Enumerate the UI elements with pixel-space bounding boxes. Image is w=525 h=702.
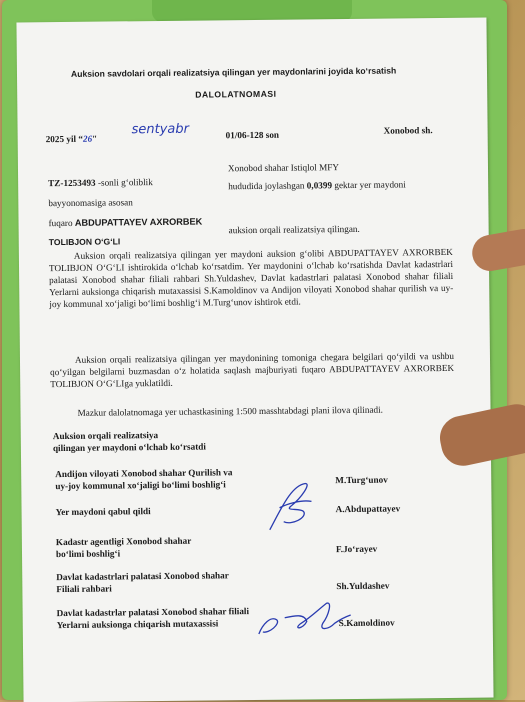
handwritten-day: 26 (82, 133, 93, 144)
signer-role-line2: bo‘limi boshlig‘i (55, 548, 121, 560)
signature-scribble-2 (254, 593, 355, 644)
signer-role-line1: Kadastr agentligi Xonobod shahar (55, 535, 192, 548)
paragraph-2: Auksion orqali realizatsiya qilingan yer maydonining tomoniga chegara belgilari qo‘yildi va ushbu qo‘yilgan belgilarni buzmasdan o‘z holatida saqlash majburiyati fuqaro ABDUPATTAYEV AXRORBEK TOLIBJON O‘G‘LIga yuklatildi. (50, 350, 455, 390)
signer-name: A.Abdupattayev (335, 503, 401, 515)
location-line3: auksion orqali realizatsiya qilingan. (228, 223, 360, 236)
paragraph-3: Mazkur dalolatnomaga yer uchastkasining 1:500 masshtabdagi plani ilova qilinadi. (77, 404, 384, 418)
signer-name: Sh.Yuldashev (336, 580, 390, 592)
year-prefix: 2025 yil “ (45, 133, 83, 145)
signer-role-line1: Yer maydoni qabul qildi (55, 506, 151, 518)
signer-name: M.Turg‘unov (335, 474, 388, 486)
order-name2: TOLIBJON O‘G‘LI (48, 236, 121, 248)
signer-name: S.Kamoldinov (338, 617, 395, 629)
signatures-heading-2: qilingan yer maydoni o‘lchab ko‘rsatdi (52, 441, 206, 454)
signature-scribble-1 (261, 477, 322, 538)
signer-role-line2: Yerlarni auksionga chiqarish mutaxassisi (56, 618, 219, 631)
signatures-heading-1: Auksion orqali realizatsiya (52, 430, 159, 442)
signer-role-line2: Filiali rahbari (56, 583, 112, 595)
location-line2: hududida joylashgan 0,0399 gektar yer maydoni (228, 179, 406, 192)
signer-name: F.Jo‘rayev (335, 543, 378, 555)
doc-title: DALOLATNOMASI (195, 88, 277, 100)
document-number: 01/06-128 son (225, 129, 280, 141)
order-line3: fuqaro ABDUPATTAYEV AXRORBEK (48, 216, 203, 229)
order-line2: bayyonomasiga asosan (48, 197, 133, 209)
handwritten-month: sentyabr (131, 121, 190, 138)
signer-role-line1: Davlat kadastrlar palatasi Xonobod shahar filiali (56, 606, 250, 619)
paragraph-1: Auksion orqali realizatsiya qilingan yer maydoni auksion g‘olibi ABDUPATTAYEV AXRORBEK TOLIBJON O‘G‘LI ishtirokida o‘lchab ko‘rsatdim. Yer maydonini o‘lchab ko‘rsatishda Davlat kadastrlari palatasi Xonobod shahar filiali rahbari Sh.Yuldashev, Davlat kadastrlari palatasi Xonobod shahar filiali Yerlarni auksionga chiqarish mutaxassisi S.Kamoldinov va Andijon viloyati Xonobod shahar qurilish va uy-joy kommunal xo‘jaligi bo‘limi boshlig‘i M.Turg‘unov ishtirok etdi. (48, 246, 454, 310)
location-line1: Xonobod shahar Istiqlol MFY (227, 162, 340, 174)
signer-role-line1: Andijon viloyati Xonobod shahar Qurilish va (55, 467, 233, 480)
doc-header-line1: Auksion savdolari orqali realizatsiya qilingan yer maydonlarini joyida ko‘rsatish (70, 65, 397, 79)
signer-role-line2: uy-joy kommunal xo‘jaligi bo‘limi boshlig‘i (55, 479, 226, 492)
city: Xonobod sh. (383, 125, 433, 136)
order-id-line: TZ-1253493 -sonli g‘oliblik (48, 177, 153, 189)
signer-role-line1: Davlat kadastrlari palatasi Xonobod shahar (56, 570, 229, 583)
document-page (16, 18, 493, 702)
date-line: 2025 yil “26" (45, 133, 98, 145)
